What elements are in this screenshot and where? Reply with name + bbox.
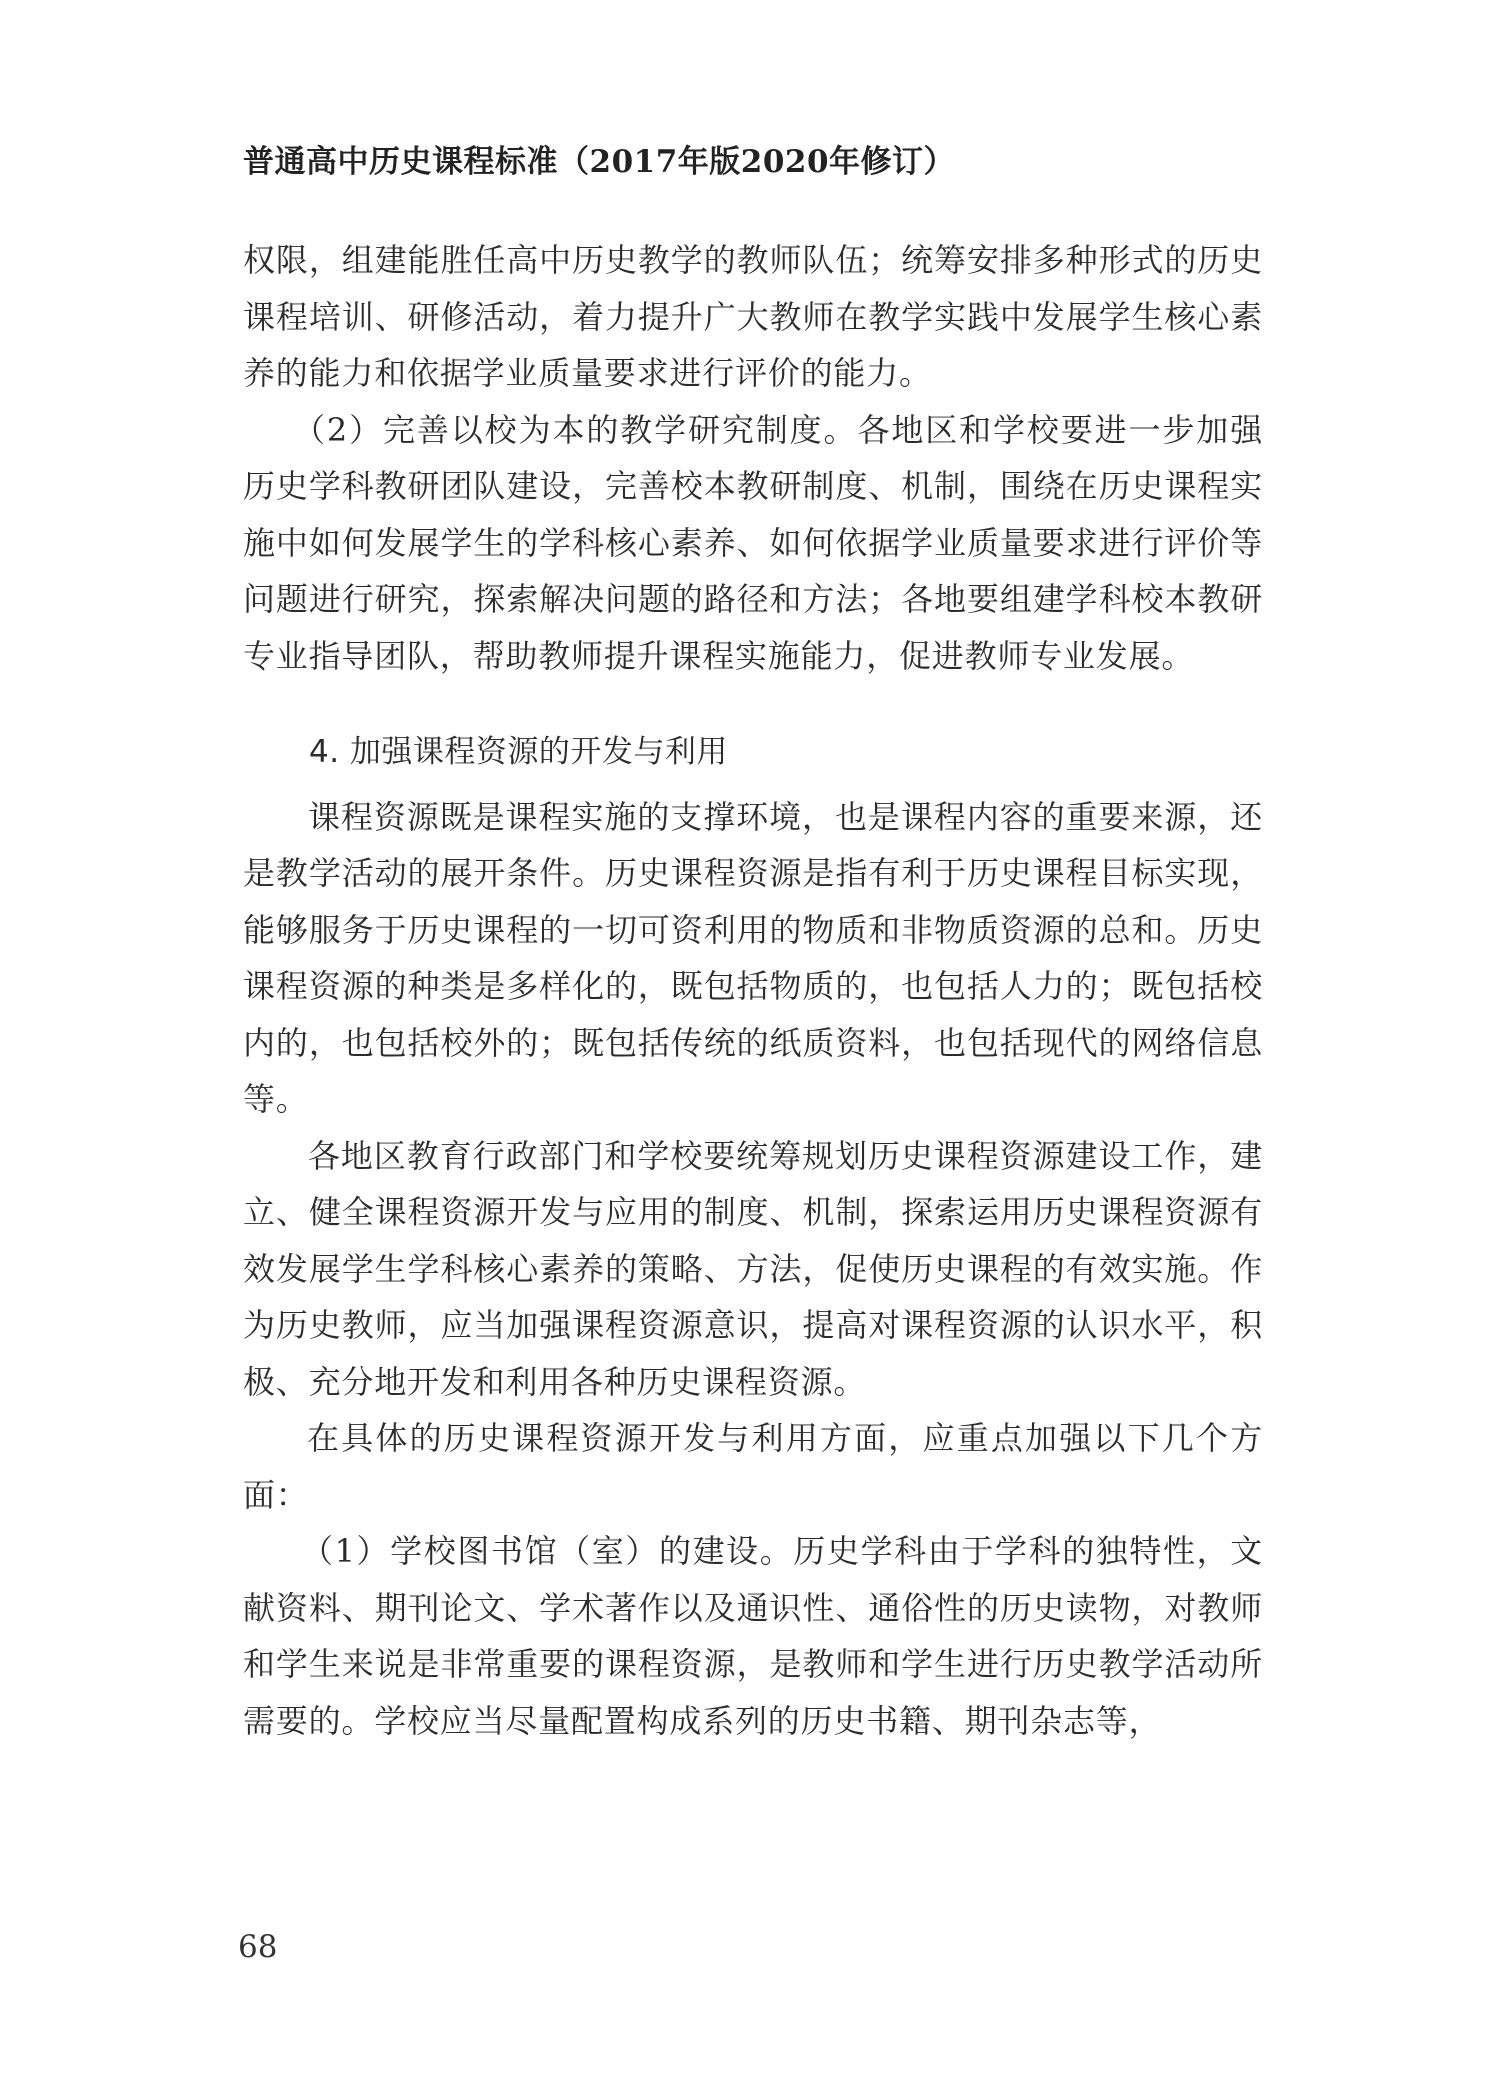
paragraph-key-aspects: 在具体的历史课程资源开发与利用方面，应重点加强以下几个方面： <box>243 1419 1263 1514</box>
body-text <box>243 232 1263 1749</box>
running-header-title: 普通高中历史课程标准（2017年版2020年修订） <box>243 144 956 180</box>
page-number: 68 <box>238 1929 278 1965</box>
paragraph-course-resources: 课程资源既是课程实施的支撑环境，也是课程内容的重要来源，还是教学活动的展开条件。历史课程资源是指有利于历史课程目标实现，能够服务于历史课程的一切可资利用的物质和非物质资源的总和。历史课程资源的种类是多样化的，既包括物质的，也包括人力的；既包括校内的，也包括校外的；既包括传统的纸质资料，也包括现代的网络信息等。 <box>243 797 1263 1118</box>
paragraph-planning: 各地区教育行政部门和学校要统筹规划历史课程资源建设工作，建立、健全课程资源开发与应用的制度、机制，探索运用历史课程资源有效发展学生学科核心素养的策略、方法，促使历史课程的有效实施。作为历史教师，应当加强课程资源意识，提高对课程资源的认识水平，积极、充分地开发和利用各种历史课程资源。 <box>243 1136 1263 1401</box>
paragraph-library: （1）学校图书馆（室）的建设。历史学科由于学科的独特性，文献资料、期刊论文、学术著作以及通识性、通俗性的历史读物，对教师和学生来说是非常重要的课程资源，是教师和学生进行历史教学活动所需要的。学校应当尽量配置构成系列的历史书籍、期刊杂志等， <box>243 1532 1263 1740</box>
section-heading: 4. 加强课程资源的开发与利用 <box>309 734 728 770</box>
paragraph-school-research: （2）完善以校为本的教学研究制度。各地区和学校要进一步加强历史学科教研团队建设，完善校本教研制度、机制，围绕在历史课程实施中如何发展学生的学科核心素养、如何依据学业质量要求进行评价等问题进行研究，探索解决问题的路径和方法；各地要组建学科校本教研专业指导团队，帮助教师提升课程实施能力，促进教师专业发展。 <box>243 410 1263 675</box>
paragraph-teacher-team: 权限，组建能胜任高中历史教学的教师队伍；统筹安排多种形式的历史课程培训、研修活动，着力提升广大教师在教学实践中发展学生核心素养的能力和依据学业质量要求进行评价的能力。 <box>243 241 1263 392</box>
